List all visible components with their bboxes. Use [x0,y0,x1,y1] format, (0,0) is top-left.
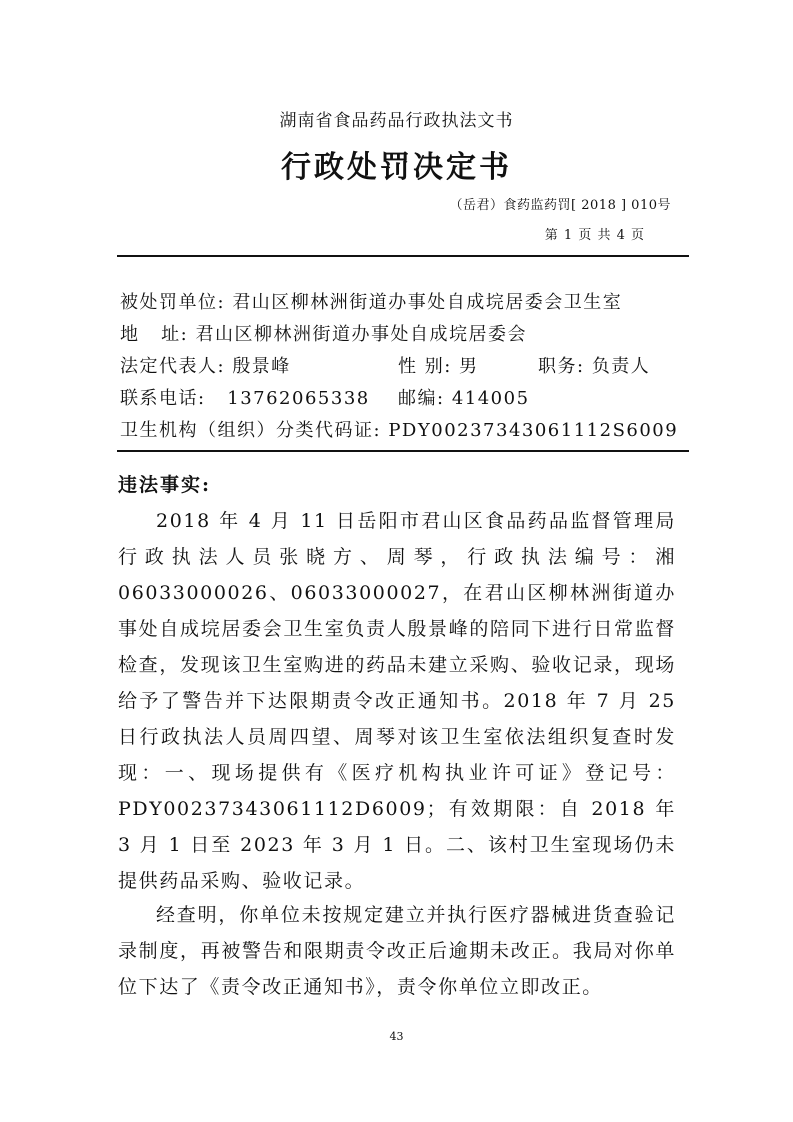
unit-value: 君山区柳林洲街道办事处自成垸居委会卫生室 [232,292,623,313]
facts-paragraph-2: 经查明，你单位未按规定建立并执行医疗器械进货查验记录制度，再被警告和限期责令改正后逾期未改正。我局对你单位下达了《责令改正通知书》，责令你单位立即改正。 [118,904,676,998]
document-number: （岳君）食药监药罚[ 2018 ] 010号 [449,198,671,213]
postcode-label: 邮编: [398,388,445,409]
document-title: 行政处罚决定书 [281,150,512,185]
facts-paragraph-1: 2018 年 4 月 11 日岳阳市君山区食品药品监督管理局行政执法人员张晓方、周琴，行政执法编号：湘06033000026、06033000027，在君山区柳林洲街道办事处自成垸居委会卫生室负责人殷景峰的陪同下进行日常监督检查，发现该卫生室购进的药品未建立采购、验收记录，现场给予了警告并下达限期责令改正通知书。2018 年 7 月 25 日行政执法人员周四望、周琴对该卫生室依法组织复查时发现：一、现场提供有《医疗机构执业许可证》登记号：PDY00237343061112D6009；有效期限：自 2018 年 3 月 1 日至 2023 年 3 月 1 日。二、该村卫生室现场仍未提供药品采购、验收记录。 [118,510,676,892]
address-label: 地 址: [120,324,189,345]
unit-label: 被处罚单位: [120,292,226,313]
phone-label: 联系电话: [120,388,206,409]
rep-value: 殷景峰 [232,356,291,377]
address-row [120,320,527,346]
position-value: 负责人 [591,356,651,377]
address-value: 君山区柳林洲街道办事处自成垸居委会 [195,324,527,345]
rep-label: 法定代表人: [120,356,226,377]
facts-heading: 违法事实: [118,474,212,496]
org-code-label: 卫生机构（组织）分类代码证: [120,420,382,441]
middle-divider [117,450,689,452]
position-label: 职务: [538,356,585,377]
org-code-row [120,416,678,442]
page-info: 第 1 页 共 4 页 [544,228,645,243]
phone-value: 13762065338 [227,388,370,409]
top-divider [117,255,689,257]
page-number: 43 [389,1030,404,1043]
org-code-value: PDY00237343061112S6009 [388,420,679,441]
representative-row [120,352,291,378]
postcode-field [398,384,530,410]
position-field [538,352,650,378]
gender-value: 男 [459,356,479,377]
issuer-heading: 湖南省食品药品行政执法文书 [279,111,514,131]
phone-row [120,384,370,410]
gender-label: 性 别: [398,356,452,377]
unit-row [120,288,622,314]
gender-field [398,352,479,378]
postcode-value: 414005 [451,388,530,409]
